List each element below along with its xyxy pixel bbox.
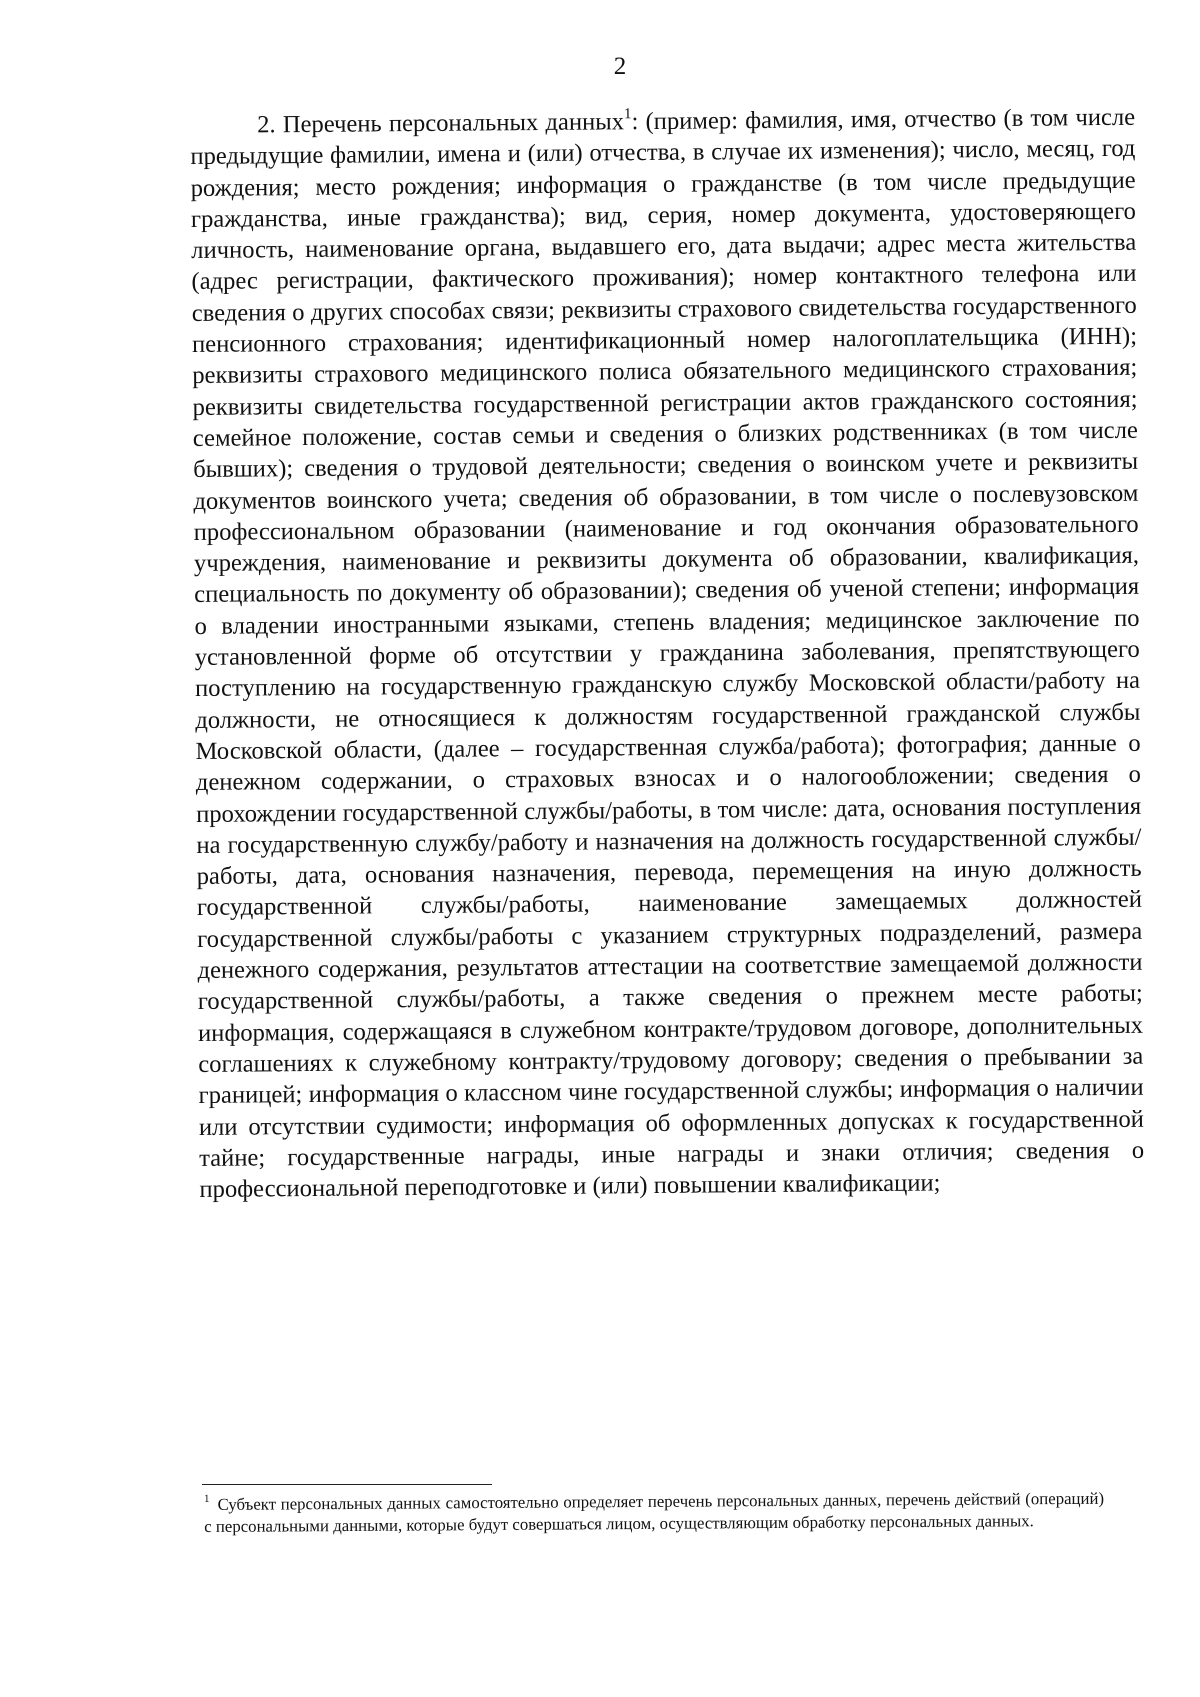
footnote-reference[interactable]: 1: [623, 105, 632, 123]
footnote-marker: 1: [203, 1493, 210, 1506]
footnote-text: Субъект персональных данных самостоятельно определяет перечень персональных данных, перечень действий (операций) с персональными данными, которые будут совершаться лицом, осуществляющим обработку персональных данных.: [204, 1488, 1105, 1536]
page-number: 2: [613, 53, 627, 80]
paragraph-lead: 2. Перечень персональных данных: [257, 108, 625, 139]
body-paragraph: [190, 102, 1145, 1206]
paragraph-text: : (пример: фамилия, имя, отчество (в том числе предыдущие фамилии, имена и (или) отчества, в случае их изменения); число, месяц, год рождения; место рождения; информация о гражданстве (в том числе предыдущие гражданства, иные гражданства); вид, серия, номер документа, удостоверяющего личность, наименование органа, выдавшего его, дата выдачи; адрес места жительства (адрес регистрации, фактического проживания); номер контактного телефона или сведения о других способах связи; реквизиты страхового свидетельства государственного пенсионного страхования; идентификационный номер налогоплательщика (ИНН); реквизиты страхового медицинского полиса обязательного медицинского страхования; реквизиты свидетельства государственной регистрации актов гражданского состояния; семейное положение, состав семьи и сведения о близких родственниках (в том числе бывших); сведения о трудовой деятельности; сведения о воинском учете и реквизиты документов воинского учета; сведения об образовании, в том числе о послевузовском профессиональном образовании (наименование и год окончания образовательного учреждения, наименование и реквизиты документа об образовании, квалификация, специальность по документу об образовании); сведения об ученой степени; информация о владении иностранными языками, степень владения; медицинское заключение по установленной форме об отсутствии у гражданина заболевания, препятствующего поступлению на государственную гражданскую службу Московской области/работу на должности, не относящиеся к должностям государственной гражданской службы Московской области, (далее – государственная служба/работа); фотография; данные о денежном содержании, о страховых взносах и о налогообложении; сведения о прохождении государственной службы/работы, в том числе: дата, основания поступления на государственную службу/работу и назначения на должность государственной службы/работы, дата, основания назначения, перевода, перемещения на иную должность государственной службы/работы, наименование замещаемых должностей государственной службы/работы с указанием структурных подразделений, размера денежного содержания, результатов аттестации на соответствие замещаемой должности государственной службы/работы, а также сведения о прежнем месте работы; информация, содержащаяся в служебном контракте/трудовом договоре, дополнительных соглашениях к служебному контракту/трудовому договору; сведения о пребывании за границей; информация о классном чине государственной службы; информация о наличии или отсутствии судимости; информация об оформленных допусках к государственной тайне; государственные награды, иные награды и знаки отличия; сведения о профессиональной переподготовке и (или) повышении квалификации;: [190, 103, 1145, 1204]
footnote-divider: [202, 1484, 492, 1485]
footnote: [204, 1488, 1104, 1538]
